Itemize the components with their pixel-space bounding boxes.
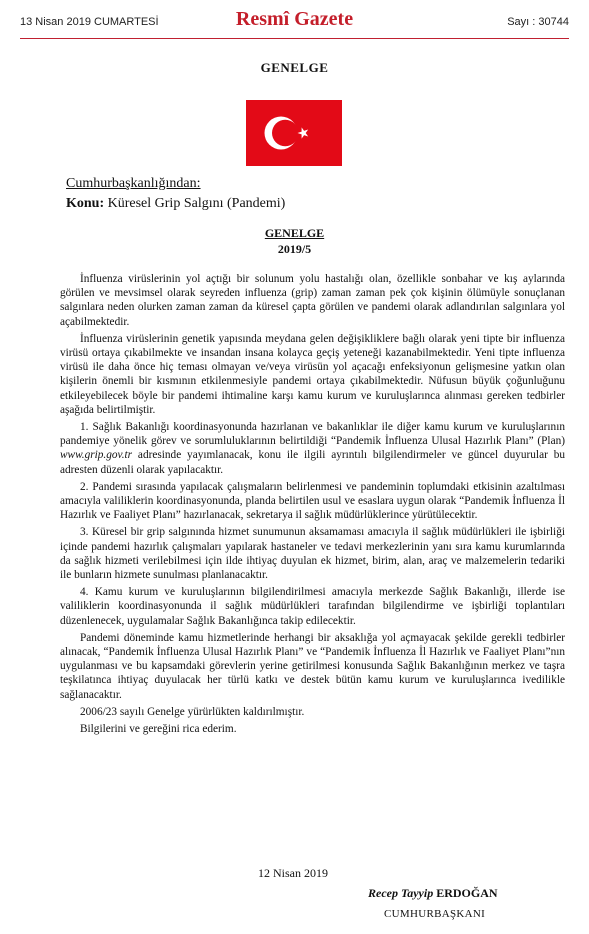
circular-heading [0, 226, 589, 257]
gazette-title: Resmî Gazete [235, 8, 354, 30]
section-title: GENELGE [260, 60, 329, 75]
website-link[interactable]: www.grip.gov.tr [60, 449, 133, 462]
paragraph-closing: Bilgilerini ve gereğini rica ederim. [80, 723, 237, 736]
subject-text: Küresel Grip Salgını (Pandemi) [107, 196, 286, 211]
paragraph-intro: İnfluenza virüslerinin yol açtığı bir solunum yolu hastalığı olan, özellikle sonbahar ve kış aylarında görülen ve mevsimsel olarak seyreden influenza (grip) zaman zaman pek çok kişinin ölümüyle sonuçlanan salgınlara neden olurken zaman zaman da küresel çapta görülen ve pandemi olarak adlandırılan salgınlara yol açabilmektedir. [60, 273, 565, 328]
paragraph-item-2: 2. Pandemi sırasında yapılacak çalışmaların belirlenmesi ve pandeminin toplumdaki etkisinin azaltılması amacıyla valiliklerin koordinasyonunda, planda belirtilen usul ve esaslara uygun olarak “Pandemik İnfluenza İl Hazırlık ve Faaliyet Planı” hazırlanacak, sekretarya il sağlık müdürlüklerince yürütülecektir. [60, 480, 565, 522]
circular-title: GENELGE [264, 226, 325, 240]
circular-number: 2019/5 [277, 242, 312, 256]
paragraph-item-1 [60, 420, 565, 477]
signatory-first-name: Recep Tayyip [368, 886, 434, 900]
circular-body [60, 272, 565, 739]
signatory-name [368, 886, 498, 901]
paragraph-repeal: 2006/23 sayılı Genelge yürürlükten kaldırılmıştır. [80, 705, 305, 718]
turkish-flag-icon [246, 100, 342, 166]
item-1-text-b: adresinde yayımlanacak, konu ile ilgili ayrıntılı bilgilendirmeler ve güncel duyurular bu adresten düzenli olarak yapılacaktır. [60, 449, 565, 476]
paragraph-measures: Pandemi döneminde kamu hizmetlerinde herhangi bir aksaklığa yol açmayacak şekilde gerekli tedbirler alınacak, “Pandemik İnfluenza Ulusal Hazırlık Planı” ve “Pandemik İnfluenza İl Hazırlık ve Faaliyet Planı”nın uygulanması ve bu kapsamdaki görevlerin yerine getirilmesi konusunda Sağlık Bakanlığının merkez ve taşra teşkilatınca ihtiyaç duyulacak her türlü katkı ve destek bütün kamu kurum ve kuruluşlarınca ivedilikle sağlanacaktır. [60, 631, 565, 701]
gazette-header [20, 8, 569, 39]
paragraph-item-4: 4. Kamu kurum ve kuruluşlarının bilgilendirilmesi amacıyla merkezde Sağlık Bakanlığı, illerde ise valiliklerin koordinasyonunda il sağlık müdürlükleri tarafından bilgilendirme ve işbirliği toplantıları düzenlenecek, uygulamalar Sağlık Bakanlığınca takip edilecektir. [60, 586, 565, 627]
item-1-text-a: 1. Sağlık Bakanlığı koordinasyonunda hazırlanan ve bakanlıklar ile diğer kamu kurum ve kuruluşlarının pandemiye yönelik görev ve sorumluluklarının belirtildiği “Pandemik İnfluenza Ulusal Hazırlık Planı” (Plan) [60, 421, 565, 448]
issue-number: Sayı : 30744 [507, 16, 569, 28]
paragraph-genetic: İnfluenza virüslerinin genetik yapısında meydana gelen değişikliklere bağlı olarak yeni tipte bir influenza virüsü ortaya çıkabilmekte ve insandan insana kolayca geçiş yeteneği kazanabilmektedir. Yeni tipte influenza virüsü ile daha önce hiç teması olmayan ve/veya virüsün yol açacağı enfeksiyonun gelişmesine yatkın olan kişilerin önemli bir kısmının etkilenmesiyle pandemi ortaya çıkabilmektedir. Nüfusun büyük çoğunluğunu etkileyebilecek böyle bir pandemi ihtimaline karşı kamu kurum ve kuruluşlarınca alınması gereken tedbirler aşağıda belirtilmiştir. [60, 332, 565, 416]
signatory-title: CUMHURBAŞKANI [384, 908, 486, 920]
issuing-authority: Cumhurbaşkanlığından: [66, 176, 201, 191]
subject-line [66, 196, 285, 212]
paragraph-item-3: 3. Küresel bir grip salgınında hizmet sunumunun aksamaması amacıyla il sağlık müdürlükleri ile işbirliği içinde pandemi hazırlık çalışmaları yapılarak hastaneler ve tedavi merkezlerinin yanı sıra kamu kurumlarında da sağlık hizmeti verilebilmesi için ilde ihtiyaç duyulan ek hizmet, birim, alan, araç ve malzemelerin tedariki ile bunların hizmete sunulması planlanacaktır. [60, 526, 565, 582]
signature-date: 12 Nisan 2019 [258, 866, 328, 880]
subject-label: Konu: [66, 196, 105, 211]
signatory-last-name: ERDOĞAN [436, 886, 498, 900]
issue-date: 13 Nisan 2019 CUMARTESİ [20, 16, 159, 28]
